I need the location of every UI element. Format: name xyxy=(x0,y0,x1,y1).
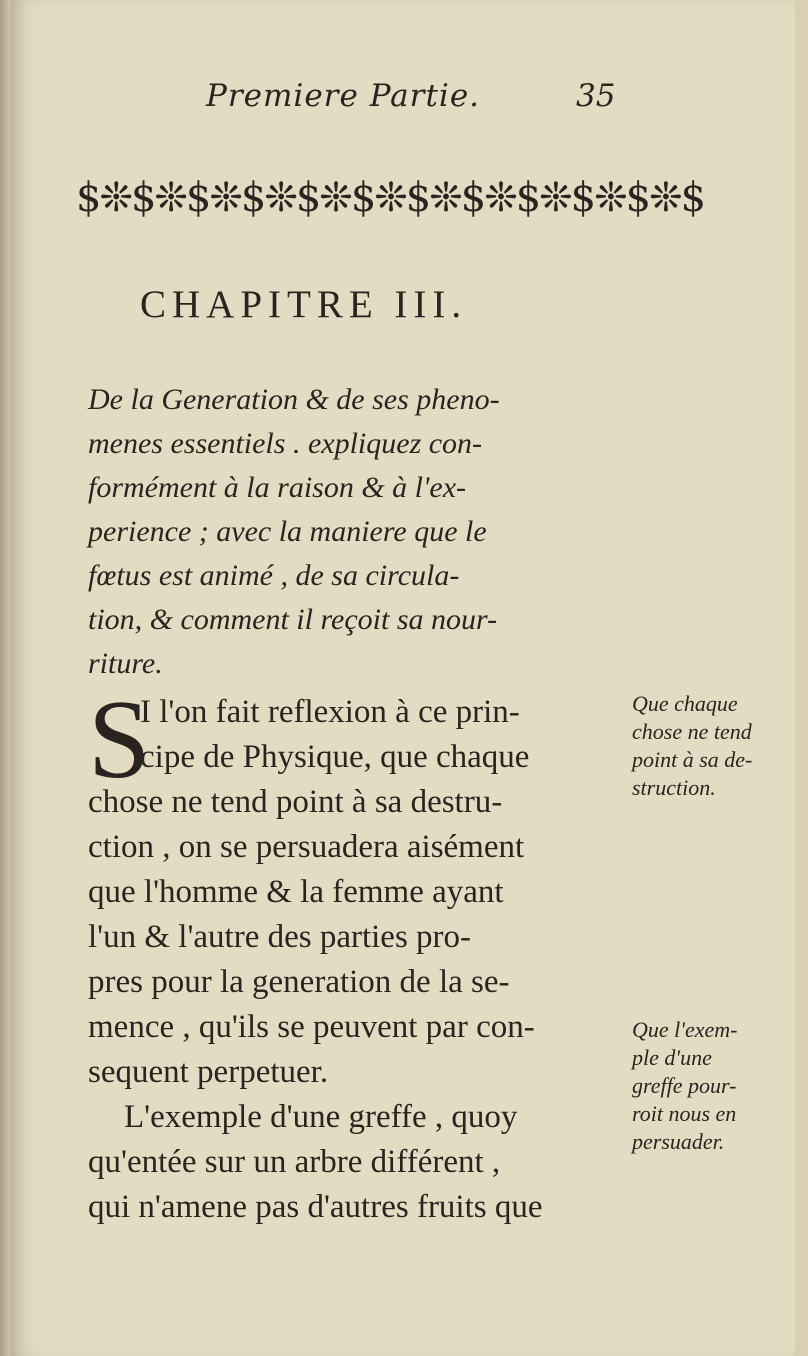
chapter-heading: CHAPITRE III. xyxy=(140,283,468,326)
margin-note-line: struction. xyxy=(632,775,716,800)
margin-note-line: Que chaque xyxy=(632,691,738,716)
body-text xyxy=(88,678,633,1230)
book-gutter xyxy=(0,0,10,1356)
chapter-summary xyxy=(88,378,628,686)
body-line: pres pour la generation de la se- xyxy=(88,964,510,1000)
body-line: cipe de Physique, que chaque xyxy=(140,739,530,775)
margin-note-line: point à sa de- xyxy=(632,747,753,772)
body-line: que l'homme & la femme ayant xyxy=(88,874,504,910)
margin-note-line: ple d'une xyxy=(632,1045,712,1070)
margin-note-line: greffe pour- xyxy=(632,1073,737,1098)
margin-note xyxy=(632,1016,808,1156)
running-head: Premiere Partie. xyxy=(206,78,481,114)
book-page xyxy=(10,0,795,1356)
body-line: sequent perpetuer. xyxy=(88,1054,329,1090)
margin-note xyxy=(632,690,808,802)
body-line: l'un & l'autre des parties pro- xyxy=(88,919,472,955)
body-line: L'exemple d'une greffe , quoy xyxy=(124,1099,518,1135)
summary-line: fœtus est animé , de sa circula- xyxy=(88,559,460,592)
ornament-band: $❊$❊$❊$❊$❊$❊$❊$❊$❊$❊$❊$ xyxy=(76,175,705,221)
margin-note-line: chose ne tend xyxy=(632,719,752,744)
body-line: qui n'amene pas d'autres fruits que xyxy=(88,1189,543,1225)
summary-line: tion, & comment il reçoit sa nour- xyxy=(88,603,498,636)
drop-cap: S xyxy=(88,678,151,802)
summary-line: De la Generation & de ses pheno- xyxy=(88,383,500,416)
body-line: ction , on se persuadera aisément xyxy=(88,829,525,865)
margin-note-line: roit nous en xyxy=(632,1101,737,1126)
body-line: chose ne tend point à sa destru- xyxy=(88,784,503,820)
margin-note-line: Que l'exem- xyxy=(632,1017,738,1042)
summary-line: menes essentiels . expliquez con- xyxy=(88,427,483,460)
margin-note-line: persuader. xyxy=(632,1129,725,1154)
page-header xyxy=(10,78,795,128)
body-line: I l'on fait reflexion à ce prin- xyxy=(140,694,520,730)
body-line: mence , qu'ils se peuvent par con- xyxy=(88,1009,535,1045)
page-number: 35 xyxy=(576,78,616,114)
summary-line: perience ; avec la maniere que le xyxy=(88,515,487,548)
summary-line: riture. xyxy=(88,647,163,680)
body-line: qu'entée sur un arbre différent , xyxy=(88,1144,501,1180)
summary-line: formément à la raison & à l'ex- xyxy=(88,471,467,504)
